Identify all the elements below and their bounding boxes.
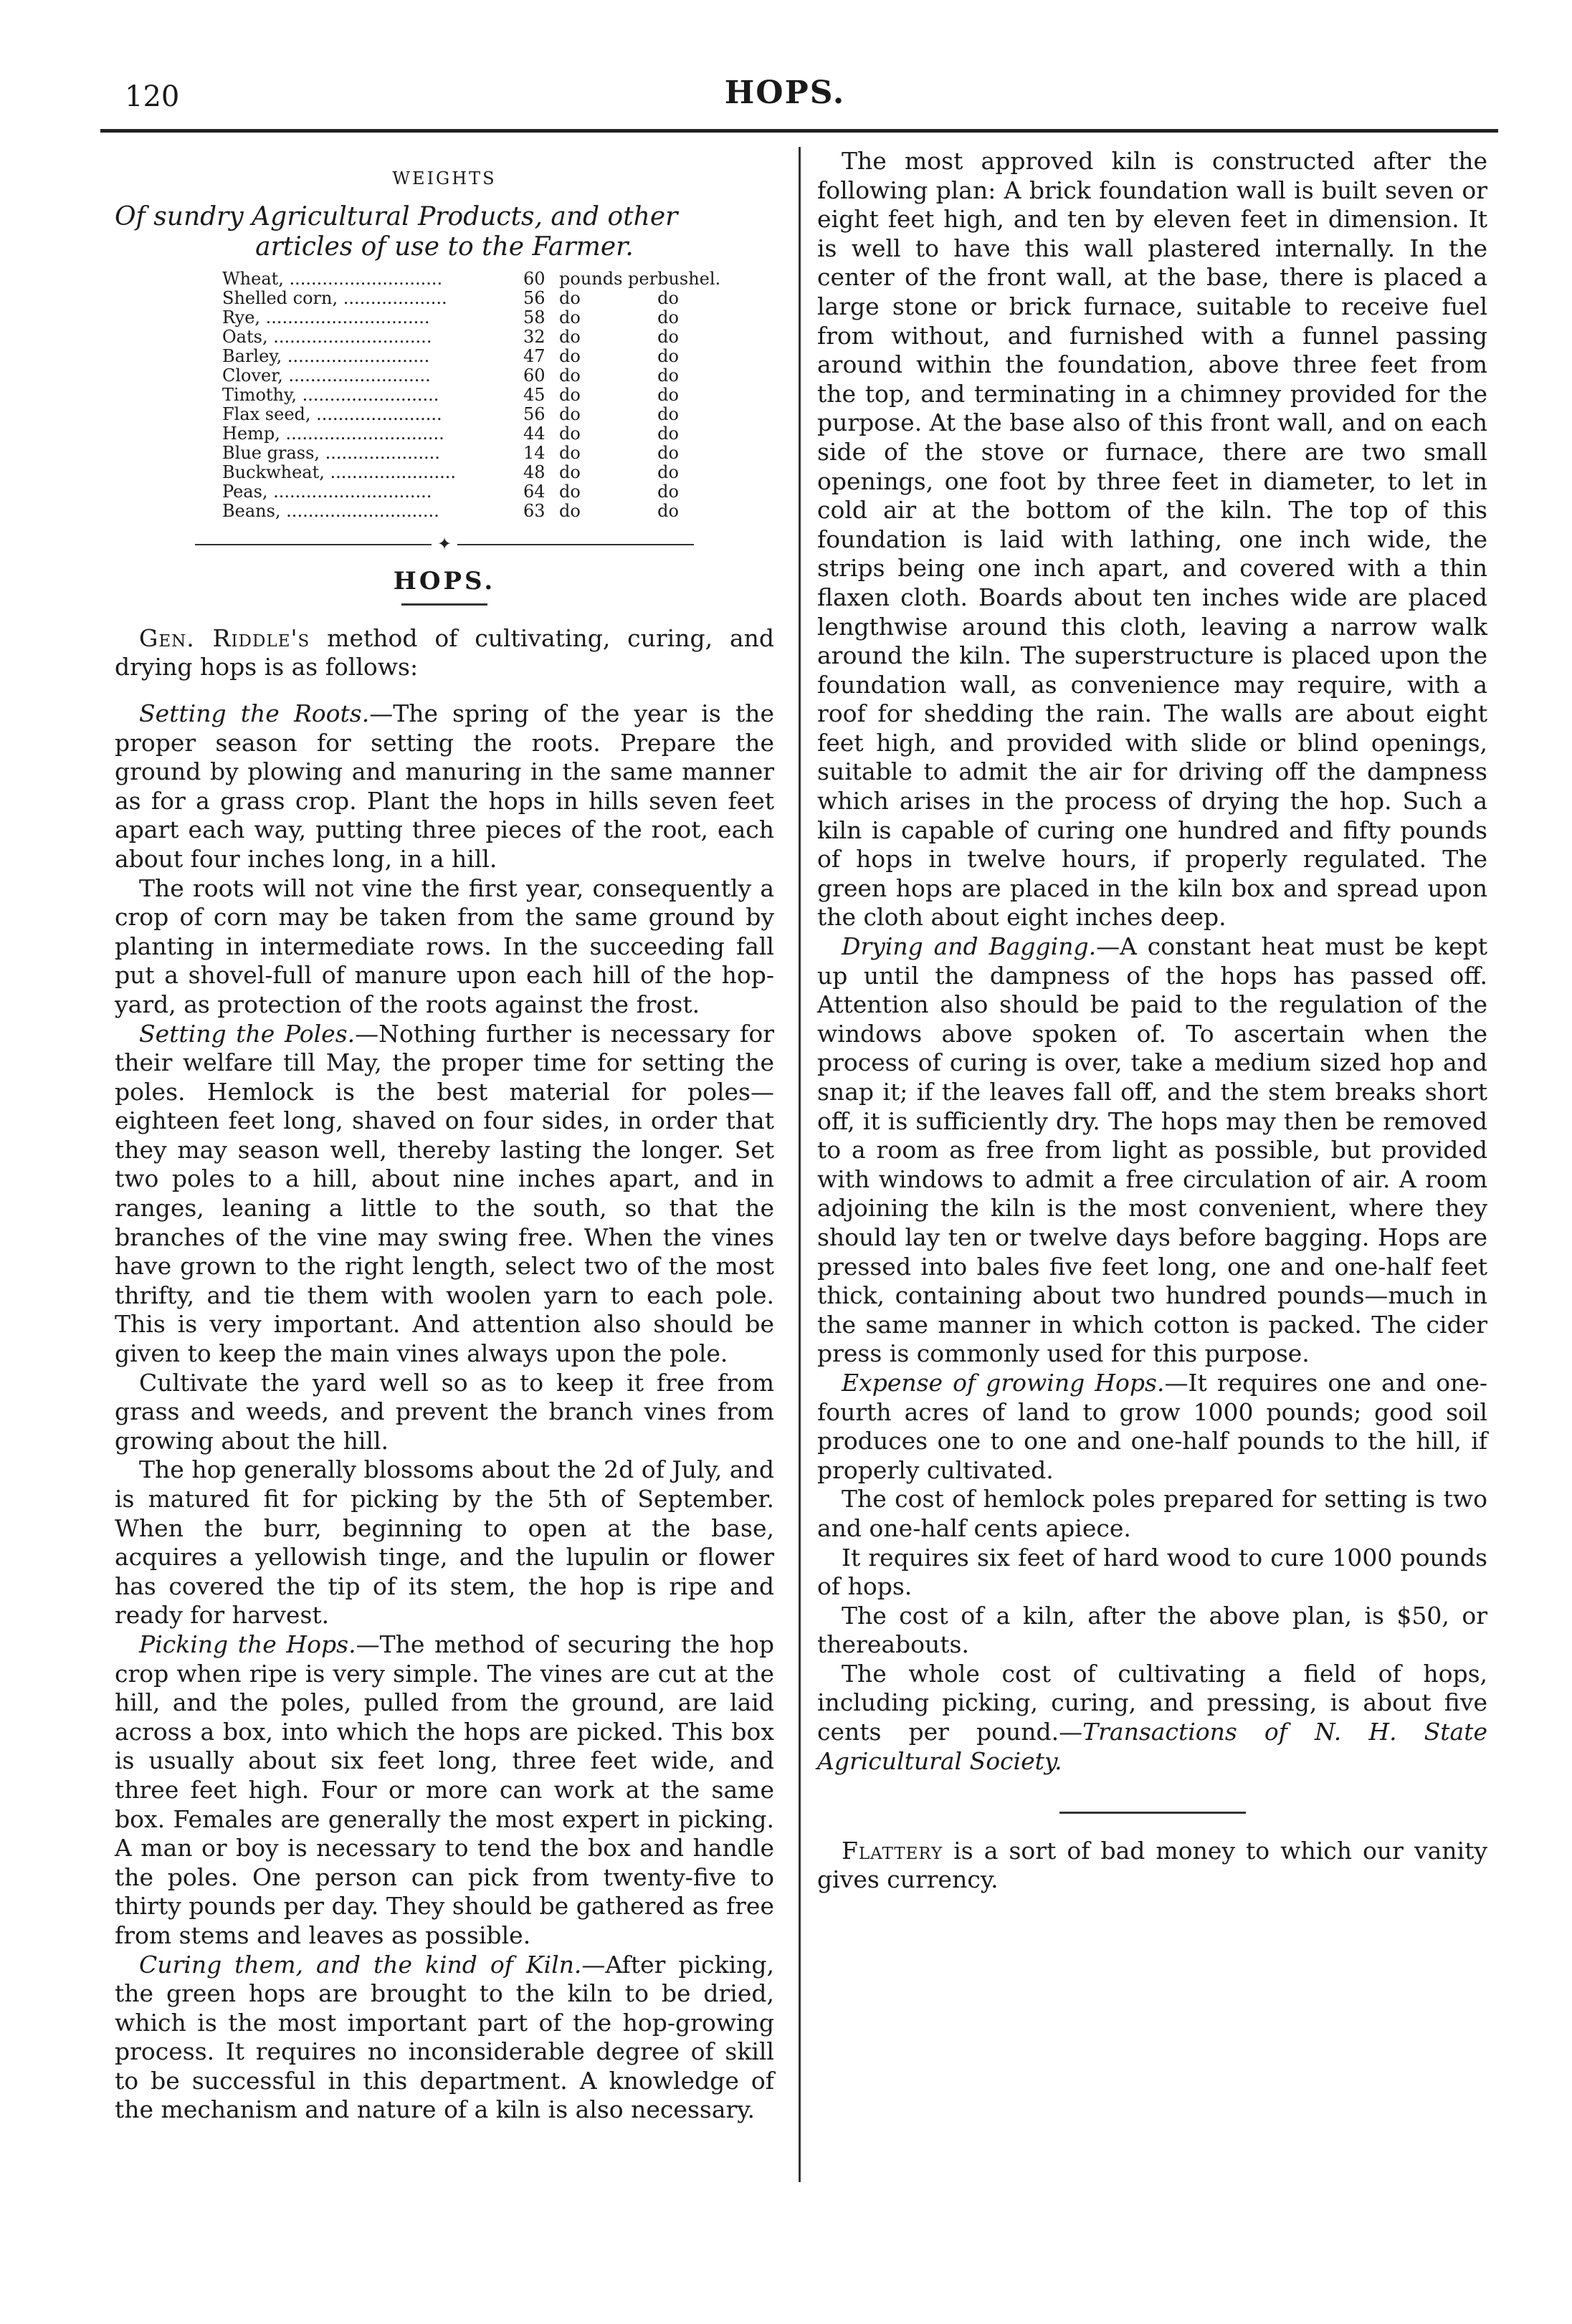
weights-value: 56 [523,287,546,308]
weights-unit: do [559,423,581,444]
weights-unit: do [657,326,679,347]
weights-value: 48 [523,462,546,482]
roots-paragraph-2: The roots will not vine the first year, consequently a crop of corn may be taken from the same ground by planting in intermediate rows. In the succeeding fall put a shovel-full of manure upon each hill of the hop-yard, as protection of the roots against the frost. [115,874,774,1018]
weights-value: 63 [523,500,546,521]
flattery-word: Flattery [842,1836,943,1865]
intro-paragraph [115,624,774,682]
weights-unit: do [657,307,679,327]
weights-value: 58 [523,307,546,327]
weights-subtitle-line1: Of sundry Agricultural Products, and other [115,201,678,231]
weights-item: Peas, ............................. [222,481,432,502]
flattery-paragraph [817,1837,1487,1895]
weights-unit: do [559,307,581,327]
left-column [115,147,774,2125]
weights-item: Buckwheat, ....................... [222,462,456,482]
weights-item: Wheat, ............................ [222,268,443,289]
weights-table [222,269,743,521]
weights-unit: do [657,462,679,482]
weights-unit: do [657,287,679,308]
weights-item: Rye, .............................. [222,307,430,327]
curing-paragraph [115,1951,774,2125]
section-title: HOPS. [393,567,496,596]
weights-item: Timothy, ......................... [222,384,439,405]
page-number: 120 [125,80,180,113]
ornament-divider: ✦ [115,530,774,559]
poles-cost-paragraph: The cost of hemlock poles prepared for setting is two and one-half cents apiece. [817,1485,1487,1542]
weights-unit: do [657,500,679,521]
picking-paragraph [115,1630,774,1951]
weights-unit: do [559,403,581,424]
weights-value: 45 [523,384,546,405]
expense-paragraph [817,1369,1487,1485]
setting-roots-text: —The spring of the year is the proper season for setting the roots. Prepare the ground by plowing and manuring in the same manner as for a grass crop. Plant the hops in hills seven feet apart each way, putting three pieces of the root, each about four inches long, in a hill. [115,699,774,873]
weights-row [222,366,743,386]
setting-poles-text: —Nothing further is necessary for their welfare till May, the proper time for setting the poles. Hemlock is the best material for poles—eighteen feet long, shaved on four sides, in order that they may season well, thereby lasting the longer. Set two poles to a hill, about nine inches apart, and in ranges, leaning a little to the south, so that the branches of the vine may swing free. When the vines have grown to the right length, select two of the most thrifty, and tie them with woolen yarn to each pole. This is very important. And attention also should be given to keep the main vines always upon the pole. [115,1019,775,1368]
weights-row [222,347,743,366]
weights-value: 47 [523,345,546,366]
curing-heading: Curing them, and the kind of Kiln. [139,1950,582,1979]
page-header [72,64,1498,143]
weights-item: Oats, ............................. [222,326,432,347]
drying-paragraph [817,932,1487,1369]
weights-unit: do [657,423,679,444]
weights-value: 32 [523,326,546,347]
weights-row [222,386,743,405]
setting-poles-paragraph [115,1020,774,1369]
right-column [817,147,1487,1895]
weights-unit: pounds per [559,268,658,289]
weights-row [222,444,743,463]
weights-item: Hemp, ............................. [222,423,444,444]
expense-text: —It requires one and one-fourth acres of land to grow 1000 pounds; good soil produces one to one and one-half pounds to the hill, if properly cultivated. [817,1368,1487,1484]
weights-unit: do [657,442,679,463]
header-rule [100,129,1498,133]
weights-unit: do [559,384,581,405]
blossom-paragraph: The hop generally blossoms about the 2d of July, and is matured fit for picking by the 5th of September. When the burr, beginning to open at the base, acquires a yellowish tinge, and the lupulin or flower has covered the tip of its stem, the hop is ripe and ready for harvest. [115,1455,774,1630]
weights-unit: do [657,481,679,502]
weights-unit: do [559,365,581,386]
weights-unit: do [657,403,679,424]
drying-heading: Drying and Bagging. [842,932,1097,961]
weights-item: Clover, .......................... [222,365,431,386]
wood-paragraph: It requires six feet of hard wood to cure 1000 pounds of hops. [817,1543,1487,1601]
flattery-text: is a sort of bad money to which our vanity gives currency. [817,1836,1487,1894]
weights-unit: do [559,326,581,347]
whole-cost-text: The whole cost of cultivating a field of hops, including picking, curing, and pressing, is about five cents per pound.— [817,1659,1487,1746]
weights-row [222,327,743,347]
expense-heading: Expense of growing Hops. [842,1368,1165,1397]
column-divider [799,147,801,2182]
weights-value: 60 [523,365,546,386]
picking-heading: Picking the Hops. [139,1630,356,1658]
weights-row [222,269,743,289]
weights-caption: WEIGHTS [392,168,497,188]
weights-unit: do [559,500,581,521]
picking-text: —The method of securing the hop crop when ripe is very simple. The vines are cut at the hill, and the poles, pulled from the ground, are laid across a box, into which the hops are picked. This box is usually about six feet long, three feet wide, and three feet high. Four or more can work at the same box. Females are generally the most expert in picking. A man or boy is necessary to tend the box and handle the poles. One person can pick from twenty-five to thirty pounds per day. They should be gathered as free from stems and leaves as possible. [115,1630,774,1949]
setting-poles-heading: Setting the Poles. [139,1019,356,1048]
weights-value: 56 [523,403,546,424]
weights-unit: do [559,462,581,482]
weights-unit: do [657,384,679,405]
weights-unit: do [559,442,581,463]
intro-text: method of cultivating, curing, and drying hops is as follows: [115,623,774,682]
weights-unit: do [559,481,581,502]
curing-text: —After picking, the green hops are brought to the kiln to be dried, which is the most important part of the hop-growing process. It requires no inconsiderable degree of skill to be successful in this department. A knowledge of the mechanism and nature of a kiln is also necessary. [115,1950,774,2124]
weights-row [222,463,743,482]
setting-roots-heading: Setting the Roots. [139,699,370,727]
weights-value: 14 [523,442,546,463]
weights-row [222,289,743,308]
weights-subtitle-line2: articles of use to the Farmer. [255,231,634,262]
title-rule [401,603,487,606]
author-name: Gen. Riddle's [139,623,310,652]
weights-row [222,308,743,327]
weights-unit: do [559,345,581,366]
weights-row [222,405,743,424]
weights-item: Barley, .......................... [222,345,430,366]
weights-value: 60 [523,268,546,289]
weights-row [222,482,743,502]
weights-unit: do [657,345,679,366]
weights-unit: do [657,365,679,386]
drying-text: —A constant heat must be kept up until the dampness of the hops has passed off. Attention also should be paid to the regulation of the windows above spoken of. To ascertain when the process of curing is over, take a medium sized hop and snap it; if the leaves fall off, and the stem breaks short off, it is sufficiently dry. The hops may then be removed to a room as free from light as possible, but provided with windows to admit a free circulation of air. A room adjoining the kiln is the most convenient, where they should lay ten or twelve days before bagging. Hops are pressed into bales five feet long, one and one-half feet thick, containing about two hundred pounds—much in the same manner in which cotton is packed. The cider press is commonly used for this purpose. [817,932,1488,1368]
weights-item: Shelled corn, ................... [222,287,447,308]
weights-value: 64 [523,481,546,502]
weights-unit: bushel. [657,268,721,289]
weights-value: 44 [523,423,546,444]
setting-roots-paragraph [115,699,774,874]
weights-item: Flax seed, ....................... [222,403,442,424]
ornament-divider-2 [817,1792,1487,1821]
source-citation: Transactions of N. H. State Agricultural Society. [817,1718,1488,1775]
weights-row [222,424,743,444]
cultivate-paragraph: Cultivate the yard well so as to keep it free from grass and weeds, and prevent the branch vines from growing about the hill. [115,1368,774,1455]
kiln-paragraph: The most approved kiln is constructed after the following plan: A brick foundation wall is built seven or eight feet high, and ten by eleven feet in dimension. It is well to have this wall plastered internally. In the center of the front wall, at the base, there is placed a large stone or brick furnace, suitable to receive fuel from without, and furnished with a funnel passing around within the foundation, above three feet from the top, and terminating in a chimney provided for the purpose. At the base also of this front wall, and on each side of the stove or furnace, there are two small openings, one foot by three feet in diameter, to let in cold air at the bottom of the kiln. The top of this foundation is laid with lathing, one inch wide, the strips being one inch apart, and covered with a thin flaxen cloth. Boards about ten inches wide are placed lengthwise around this cloth, leaving a narrow walk around the kiln. The superstructure is placed upon the foundation wall, as convenience may require, with a roof for shedding the rain. The walls are about eight feet high, and provided with slide or blind openings, suitable to admit the air for driving off the dampness which arises in the process of drying the hop. Such a kiln is capable of curing one hundred and fifty pounds of hops in twelve hours, if properly regulated. The green hops are placed in the kiln box and spread upon the cloth about eight inches deep. [817,147,1487,932]
whole-cost-paragraph [817,1660,1487,1776]
weights-subtitle [115,202,774,262]
running-title: HOPS. [724,75,846,111]
kiln-cost-paragraph: The cost of a kiln, after the above plan, is $50, or thereabouts. [817,1601,1487,1659]
weights-item: Blue grass, ..................... [222,442,440,463]
weights-item: Beans, ............................ [222,500,439,521]
weights-unit: do [559,287,581,308]
weights-row [222,502,743,521]
